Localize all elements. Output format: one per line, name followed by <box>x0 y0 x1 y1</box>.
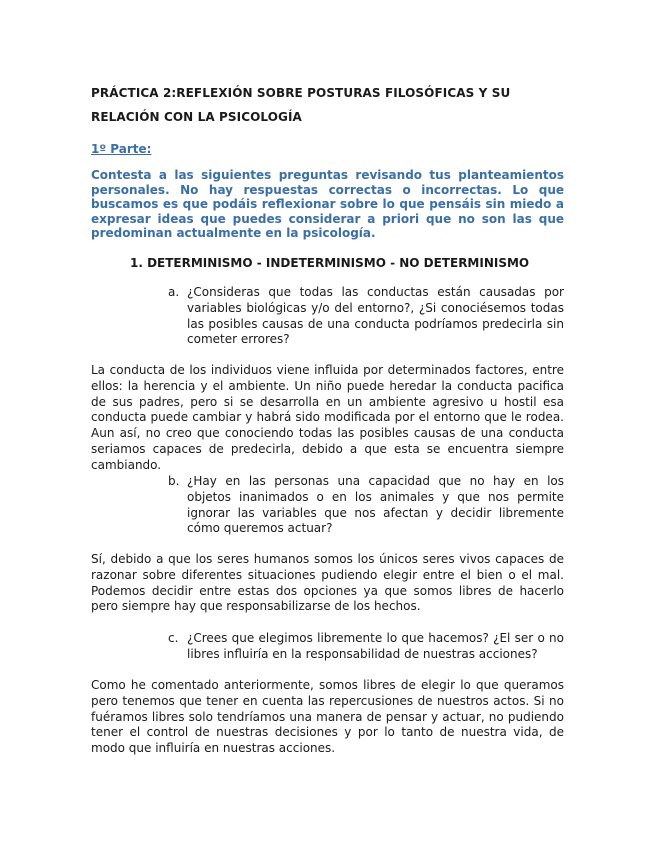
answer-c: Como he comentado anteriormente, somos libres de elegir lo que queramos pero tenemos que tener en cuenta las repercusiones de nuestros actos. Si no fuéramos libres solo tendríamos una manera de pensar y actuar, no pudiendo tener el control de nuestras decisiones y por lo tanto de nuestra vida, de modo que influiría en nuestras acciones. <box>91 678 564 756</box>
answer-a: La conducta de los individuos viene influida por determinados factores, entre ellos: la herencia y el ambiente. Un niño puede heredar la conducta pacifica de sus padres, pero si se desarrolla en un ambiente agresivo u hostil esa conducta puede cambiar y habrá sido modificada por el entorno que le rodea. Aun así, no creo que conociendo todas las posibles causas de una conducta seriamos capaces de predecirla, debido a que esta se encuentra siempre cambiando. <box>91 363 564 472</box>
document-title-line-1: PRÁCTICA 2:REFLEXIÓN SOBRE POSTURAS FILOSÓFICAS Y SU <box>91 86 511 100</box>
section-heading: 1. DETERMINISMO - INDETERMINISMO - NO DETERMINISMO <box>130 256 530 270</box>
question-text: ¿Crees que elegimos libremente lo que hacemos? ¿El ser o no libres influiría en la responsabilidad de nuestras acciones? <box>187 631 564 661</box>
document-title-line-2: RELACIÓN CON LA PSICOLOGÍA <box>91 110 302 124</box>
instructions-paragraph: Contesta a las siguientes preguntas revisando tus planteamientos personales. No hay respuestas correctas o incorrectas. Lo que buscamos es que podáis reflexionar sobre lo que pensáis sin miedo a expresar ideas que puedes considerar a priori que no son las que predominan actualmente en la psicología. <box>91 168 564 241</box>
question-text: ¿Hay en las personas una capacidad que no hay en los objetos inanimados o en los animales y que nos permite ignorar las variables que nos afectan y decidir libremente cómo queremos actuar? <box>187 474 564 536</box>
part-label: 1º Parte: <box>91 142 152 156</box>
question-c <box>168 631 564 663</box>
question-a <box>168 285 564 348</box>
question-label: a. <box>168 285 180 299</box>
answer-b: Sí, debido a que los seres humanos somos los únicos seres vivos capaces de razonar sobre diferentes situaciones pudiendo elegir entre el bien o el mal. Podemos decidir entre estas dos opciones ya que somos libres de hacerlo pero siempre hay que responsabilizarse de los hechos. <box>91 552 564 614</box>
question-b <box>168 474 564 537</box>
question-label: b. <box>168 474 180 488</box>
question-text: ¿Consideras que todas las conductas están causadas por variables biológicas y/o del entorno?, ¿Si conociésemos todas las posibles causas de una conducta podríamos predecirla sin cometer errores? <box>187 285 564 347</box>
question-label: c. <box>168 631 179 645</box>
